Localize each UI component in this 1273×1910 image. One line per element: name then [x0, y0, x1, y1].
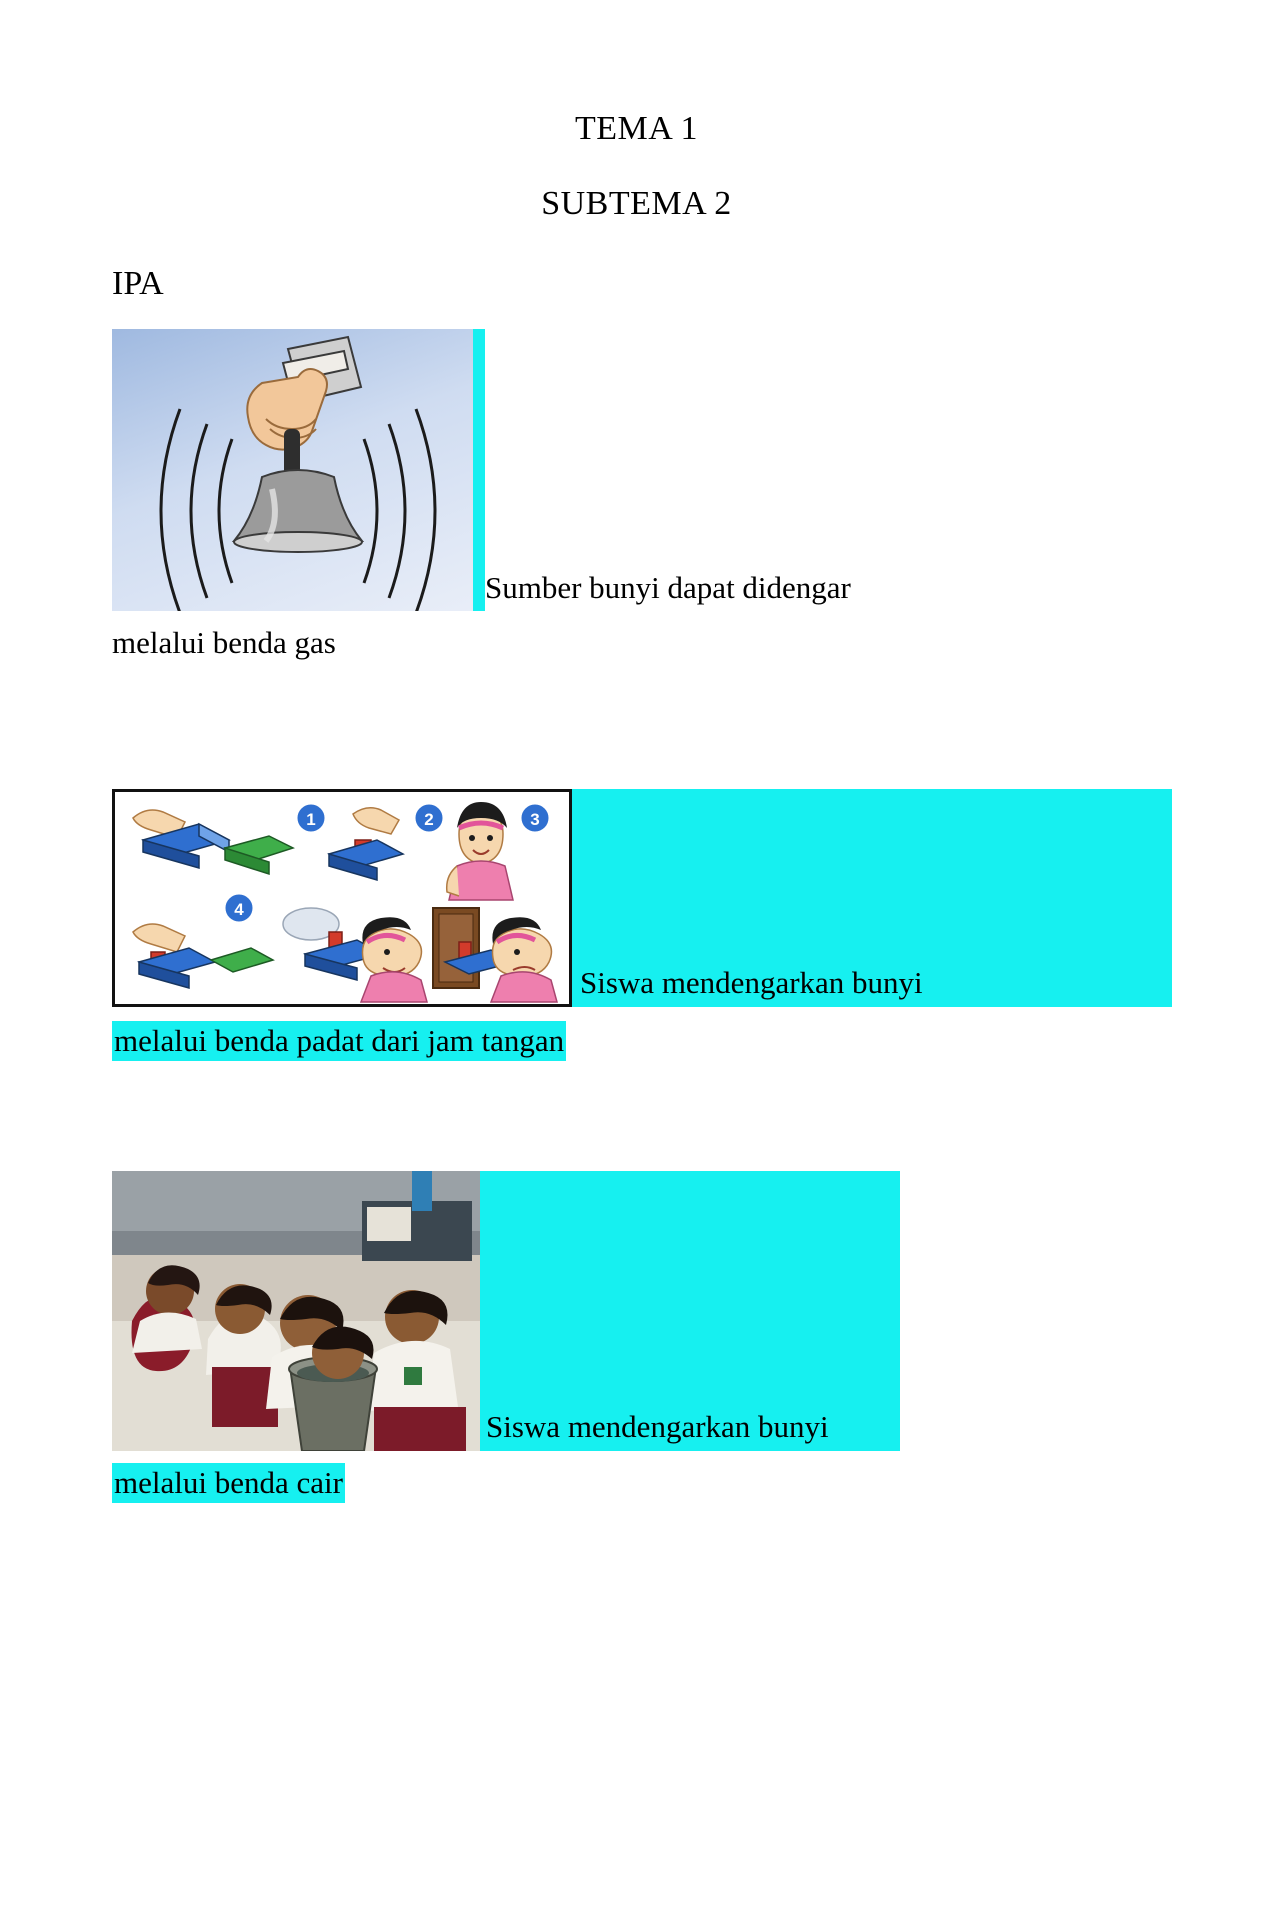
svg-text:2: 2: [424, 809, 434, 829]
svg-text:3: 3: [530, 809, 540, 829]
caption-padat-line1: Siswa mendengarkan bunyi: [580, 964, 923, 1000]
document-page: [0, 110, 1273, 1910]
figure-padat: [112, 789, 1172, 1061]
caption-cair-line2: melalui benda cair: [112, 1463, 345, 1503]
four-step-book-watch-comic: [112, 789, 572, 1007]
figure-gas: [112, 329, 1212, 661]
page-title: TEMA 1: [575, 110, 698, 147]
svg-text:4: 4: [234, 899, 244, 919]
caption-padat-line2: melalui benda padat dari jam tangan: [112, 1021, 566, 1061]
caption-gas-line2: melalui benda gas: [112, 624, 336, 660]
figure-cair: [112, 1171, 1012, 1503]
highlight-block-cair: [480, 1171, 900, 1451]
caption-cair-line1: Siswa mendengarkan bunyi: [486, 1408, 829, 1444]
subject-label: IPA: [112, 264, 164, 302]
students-listening-to-bucket-of-water-photo: [112, 1171, 480, 1451]
hand-ringing-bell-illustration: [112, 329, 485, 611]
caption-gas-line1: Sumber bunyi dapat didengar: [485, 569, 851, 605]
highlight-block-padat: [572, 789, 1172, 1007]
page-subtitle: SUBTEMA 2: [541, 185, 732, 223]
highlight-edge: [473, 329, 485, 611]
svg-text:1: 1: [306, 809, 316, 829]
